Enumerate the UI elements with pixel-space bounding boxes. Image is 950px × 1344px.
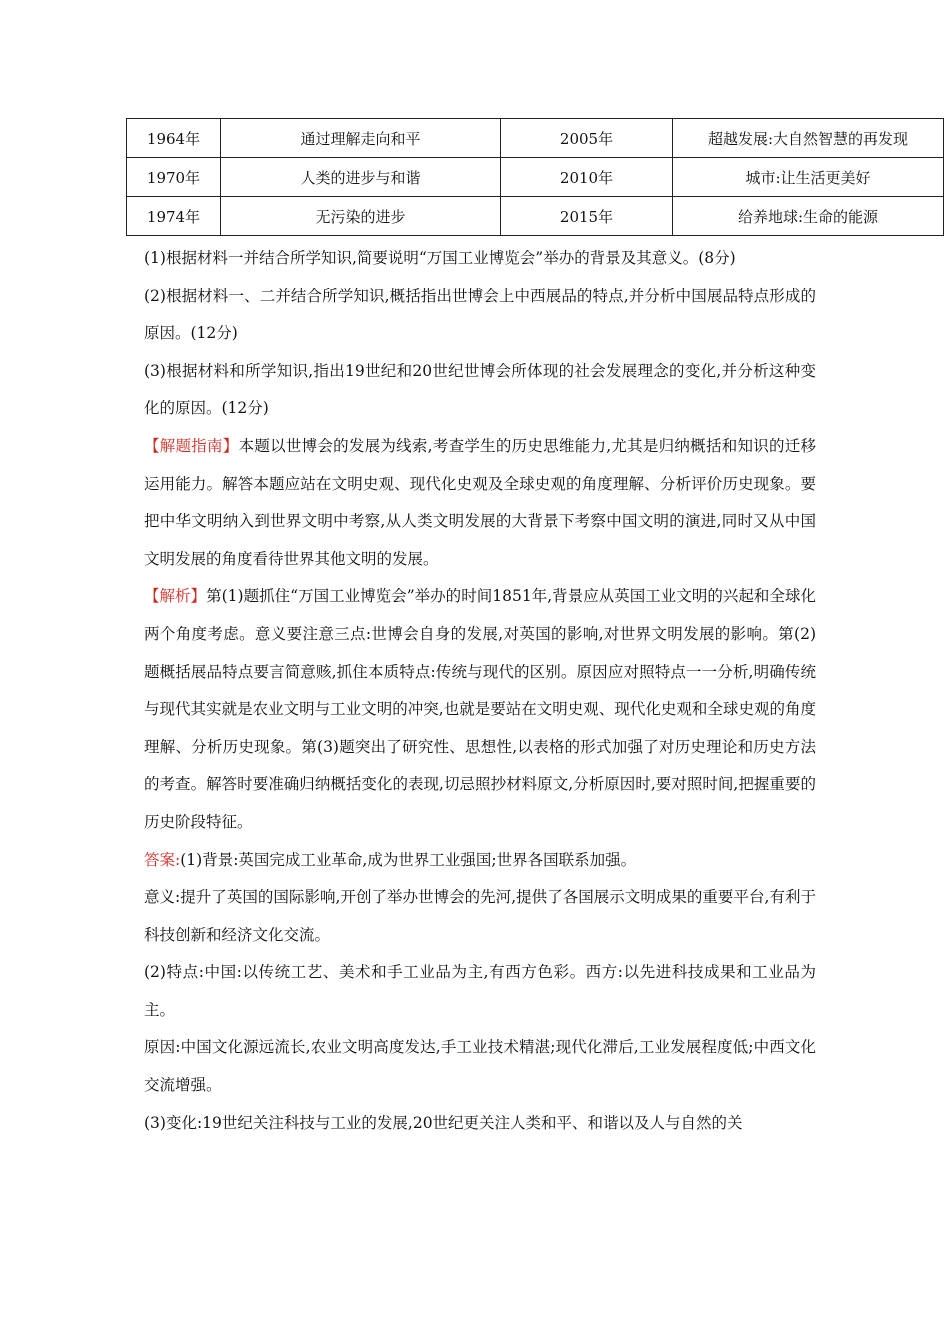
table-cell-year: 2015年	[501, 197, 673, 236]
table-row	[127, 197, 944, 236]
table-cell-year: 1964年	[127, 119, 221, 158]
guide-paragraph	[144, 428, 816, 578]
question-2: (2)根据材料一、二并结合所学知识,概括指出世博会上中西展品的特点,并分析中国展品特点形成的原因。(12分)	[144, 286, 816, 343]
answer-paragraph	[144, 842, 816, 880]
question-3: (3)根据材料和所学知识,指出19世纪和20世纪世博会所体现的社会发展理念的变化,并分析这种变化的原因。(12分)	[144, 361, 816, 418]
table-row	[127, 119, 944, 158]
answer-features: (2)特点:中国:以传统工艺、美术和手工业品为主,有西方色彩。西方:以先进科技成果和工业品为主。	[144, 963, 816, 1019]
table-cell-theme: 城市:让生活更美好	[673, 158, 944, 197]
guide-label: 【解题指南】	[144, 436, 239, 455]
table-cell-theme: 通过理解走向和平	[221, 119, 501, 158]
answer-reasons: 原因:中国文化源远流长,农业文明高度发达,手工业技术精湛;现代化滞后,工业发展程度低;中西文化交流增强。	[144, 1038, 816, 1095]
table-cell-theme: 人类的进步与和谐	[221, 158, 501, 197]
analysis-label: 【解析】	[144, 587, 207, 606]
table-cell-theme: 给养地球:生命的能源	[673, 197, 944, 236]
answer-first-line: (1)背景:英国完成工业革命,成为世界工业强国;世界各国联系加强。	[180, 850, 637, 869]
answer-significance: 意义:提升了英国的国际影响,开创了举办世博会的先河,提供了各国展示文明成果的重要平台,有利于科技创新和经济文化交流。	[144, 888, 816, 944]
table-cell-theme: 无污染的进步	[221, 197, 501, 236]
guide-text: 本题以世博会的发展为线索,考查学生的历史思维能力,尤其是归纳概括和知识的迁移运用能力。解答本题应站在文明史观、现代化史观及全球史观的角度理解、分析评价历史现象。要把中华文明纳入到世界文明中考察,从人类文明发展的大背景下考察中国文明的演进,同时又从中国文明发展的角度看待世界其他文明的发展。	[144, 436, 816, 568]
table-cell-year: 2005年	[501, 119, 673, 158]
table-cell-year: 1970年	[127, 158, 221, 197]
document-body	[144, 240, 816, 1142]
table-row	[127, 158, 944, 197]
table-cell-year: 1974年	[127, 197, 221, 236]
table-cell-theme: 超越发展:大自然智慧的再发现	[673, 119, 944, 158]
table-cell-year: 2010年	[501, 158, 673, 197]
question-1: (1)根据材料一并结合所学知识,简要说明“万国工业博览会”举办的背景及其意义。(8分)	[144, 249, 736, 267]
analysis-paragraph	[144, 578, 816, 841]
answer-change: (3)变化:19世纪关注科技与工业的发展,20世纪更关注人类和平、和谐以及人与自然的关	[144, 1113, 743, 1132]
expo-theme-table	[126, 118, 944, 236]
answer-label: 答案:	[144, 850, 181, 869]
analysis-text: 第(1)题抓住“万国工业博览会”举办的时间1851年,背景应从英国工业文明的兴起和全球化两个角度考虑。意义要注意三点:世博会自身的发展,对英国的影响,对世界文明发展的影响。第(2)题概括展品特点要言简意赅,抓住本质特点:传统与现代的区别。原因应对照特点一一分析,明确传统与现代其实就是农业文明与工业文明的冲突,也就是要站在文明史观、现代化史观和全球史观的角度理解、分析历史现象。第(3)题突出了研究性、思想性,以表格的形式加强了对历史理论和历史方法的考查。解答时要准确归纳概括变化的表现,切忌照抄材料原文,分析原因时,要对照时间,把握重要的历史阶段特征。	[144, 587, 816, 831]
